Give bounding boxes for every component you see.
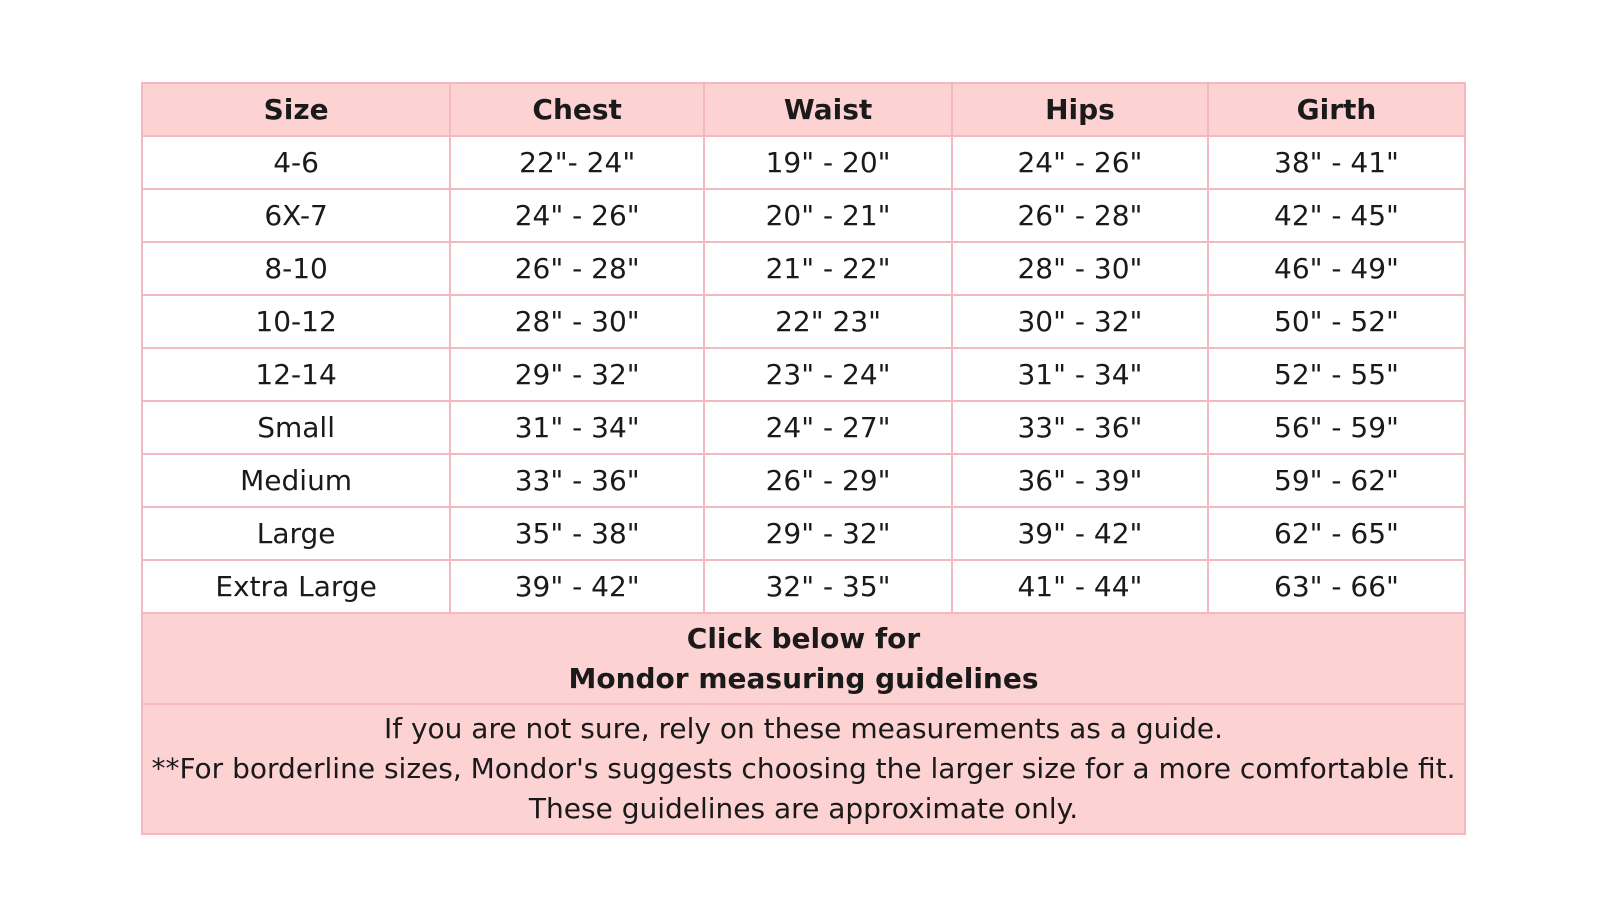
cell-hips: 30" - 32" xyxy=(952,295,1208,348)
cell-hips: 33" - 36" xyxy=(952,401,1208,454)
note-row xyxy=(142,704,1465,834)
cell-size: Extra Large xyxy=(142,560,450,613)
cell-waist: 19" - 20" xyxy=(704,136,952,189)
table-row xyxy=(142,295,1465,348)
measuring-guidelines-link[interactable] xyxy=(142,613,1465,704)
cell-hips: 41" - 44" xyxy=(952,560,1208,613)
cell-waist: 22" 23" xyxy=(704,295,952,348)
cell-girth: 63" - 66" xyxy=(1208,560,1465,613)
cell-girth: 46" - 49" xyxy=(1208,242,1465,295)
cell-chest: 26" - 28" xyxy=(450,242,704,295)
cell-size: Large xyxy=(142,507,450,560)
table-row xyxy=(142,136,1465,189)
cell-hips: 36" - 39" xyxy=(952,454,1208,507)
cell-chest: 29" - 32" xyxy=(450,348,704,401)
table-row xyxy=(142,242,1465,295)
table-row xyxy=(142,454,1465,507)
cell-hips: 28" - 30" xyxy=(952,242,1208,295)
note-line-2: **For borderline sizes, Mondor's suggests choosing the larger size for a more comfortable fit. xyxy=(151,752,1456,785)
cell-chest: 33" - 36" xyxy=(450,454,704,507)
table-row xyxy=(142,507,1465,560)
cell-size: 12-14 xyxy=(142,348,450,401)
cell-waist: 29" - 32" xyxy=(704,507,952,560)
cell-waist: 24" - 27" xyxy=(704,401,952,454)
table-row xyxy=(142,348,1465,401)
cell-hips: 31" - 34" xyxy=(952,348,1208,401)
cell-size: 10-12 xyxy=(142,295,450,348)
table-row xyxy=(142,401,1465,454)
cell-girth: 62" - 65" xyxy=(1208,507,1465,560)
header-girth: Girth xyxy=(1208,83,1465,136)
cell-hips: 39" - 42" xyxy=(952,507,1208,560)
header-hips: Hips xyxy=(952,83,1208,136)
cell-chest: 31" - 34" xyxy=(450,401,704,454)
cell-size: 4-6 xyxy=(142,136,450,189)
cell-waist: 21" - 22" xyxy=(704,242,952,295)
cta-row xyxy=(142,613,1465,704)
cell-size: Small xyxy=(142,401,450,454)
header-chest: Chest xyxy=(450,83,704,136)
cell-waist: 26" - 29" xyxy=(704,454,952,507)
cell-hips: 24" - 26" xyxy=(952,136,1208,189)
cell-girth: 50" - 52" xyxy=(1208,295,1465,348)
header-waist: Waist xyxy=(704,83,952,136)
cell-chest: 35" - 38" xyxy=(450,507,704,560)
cell-waist: 32" - 35" xyxy=(704,560,952,613)
cell-girth: 42" - 45" xyxy=(1208,189,1465,242)
cell-girth: 52" - 55" xyxy=(1208,348,1465,401)
cell-girth: 38" - 41" xyxy=(1208,136,1465,189)
cell-chest: 39" - 42" xyxy=(450,560,704,613)
cell-girth: 56" - 59" xyxy=(1208,401,1465,454)
sizing-note xyxy=(142,704,1465,834)
cell-chest: 22"- 24" xyxy=(450,136,704,189)
cta-line-1: Click below for xyxy=(686,621,921,655)
cell-chest: 24" - 26" xyxy=(450,189,704,242)
cell-hips: 26" - 28" xyxy=(952,189,1208,242)
table-row xyxy=(142,189,1465,242)
size-chart-table xyxy=(141,82,1466,835)
cell-chest: 28" - 30" xyxy=(450,295,704,348)
cta-line-2: Mondor measuring guidelines xyxy=(568,661,1039,695)
note-line-1: If you are not sure, rely on these measurements as a guide. xyxy=(383,712,1224,745)
cell-girth: 59" - 62" xyxy=(1208,454,1465,507)
cell-size: Medium xyxy=(142,454,450,507)
header-row xyxy=(142,83,1465,136)
cell-waist: 20" - 21" xyxy=(704,189,952,242)
cell-size: 8-10 xyxy=(142,242,450,295)
cell-waist: 23" - 24" xyxy=(704,348,952,401)
header-size: Size xyxy=(142,83,450,136)
note-line-3: These guidelines are approximate only. xyxy=(528,792,1079,825)
cell-size: 6X-7 xyxy=(142,189,450,242)
table-row xyxy=(142,560,1465,613)
